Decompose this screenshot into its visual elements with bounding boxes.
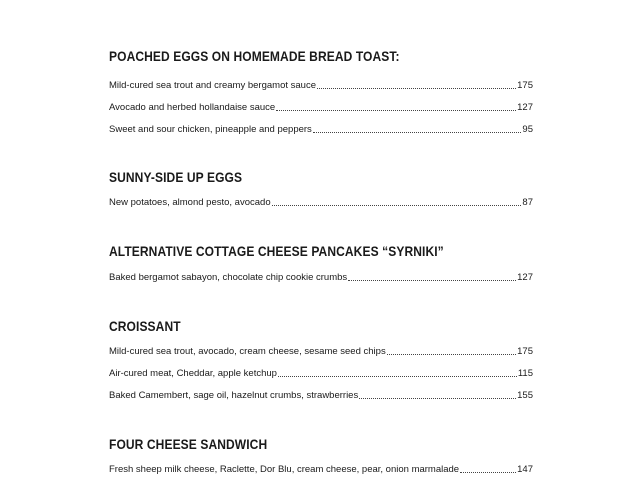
menu-item: [109, 102, 533, 114]
item-name: Fresh sheep milk cheese, Raclette, Dor Blu, cream cheese, pear, onion marmalade: [109, 464, 460, 475]
dotted-leader: [278, 376, 517, 377]
section-title: SUNNY-SIDE UP EGGS: [109, 169, 243, 185]
item-price: 147: [517, 464, 533, 475]
menu-item: [109, 197, 533, 209]
menu-item: [109, 80, 533, 92]
dotted-leader: [348, 280, 516, 281]
section-title: ALTERNATIVE COTTAGE CHEESE PANCAKES “SYRNIKI”: [109, 243, 444, 259]
dotted-leader: [359, 398, 516, 399]
dotted-leader: [272, 205, 522, 206]
menu-section-croissant: [109, 318, 533, 401]
menu-section-sunny-side-up-eggs: [109, 169, 533, 208]
section-title: CROISSANT: [109, 318, 181, 334]
dotted-leader: [313, 132, 522, 133]
item-price: 127: [517, 102, 533, 113]
menu-item: [109, 272, 533, 284]
section-title: FOUR CHEESE SANDWICH: [109, 436, 268, 452]
item-price: 127: [517, 272, 533, 283]
dotted-leader: [387, 354, 516, 355]
item-name: Avocado and herbed hollandaise sauce: [109, 102, 276, 113]
menu-item: [109, 368, 533, 380]
section-title: POACHED EGGS ON HOMEMADE BREAD TOAST:: [109, 48, 400, 64]
item-name: Baked bergamot sabayon, chocolate chip cookie crumbs: [109, 272, 348, 283]
item-price: 115: [517, 368, 533, 379]
item-name: Air-cured meat, Cheddar, apple ketchup: [109, 368, 277, 379]
dotted-leader: [276, 110, 516, 111]
menu-item: [109, 346, 533, 358]
dotted-leader: [317, 88, 516, 89]
item-price: 175: [517, 80, 533, 91]
menu-item: [109, 124, 533, 136]
item-price: 95: [522, 124, 533, 135]
item-name: New potatoes, almond pesto, avocado: [109, 197, 271, 208]
dotted-leader: [460, 472, 516, 473]
item-name: Mild-cured sea trout and creamy bergamot sauce: [109, 80, 316, 91]
menu-item: [109, 390, 533, 402]
item-price: 155: [517, 390, 533, 401]
item-name: Baked Camembert, sage oil, hazelnut crumbs, strawberries: [109, 390, 359, 401]
item-price: 87: [522, 197, 533, 208]
menu-section-poached-eggs: [109, 48, 533, 135]
item-name: Mild-cured sea trout, avocado, cream cheese, sesame seed chips: [109, 346, 386, 357]
item-price: 175: [517, 346, 533, 357]
item-name: Sweet and sour chicken, pineapple and peppers: [109, 124, 312, 135]
menu-item: [109, 464, 533, 476]
menu-section-four-cheese-sandwich: [109, 436, 533, 475]
menu-section-syrniki: [109, 243, 533, 283]
